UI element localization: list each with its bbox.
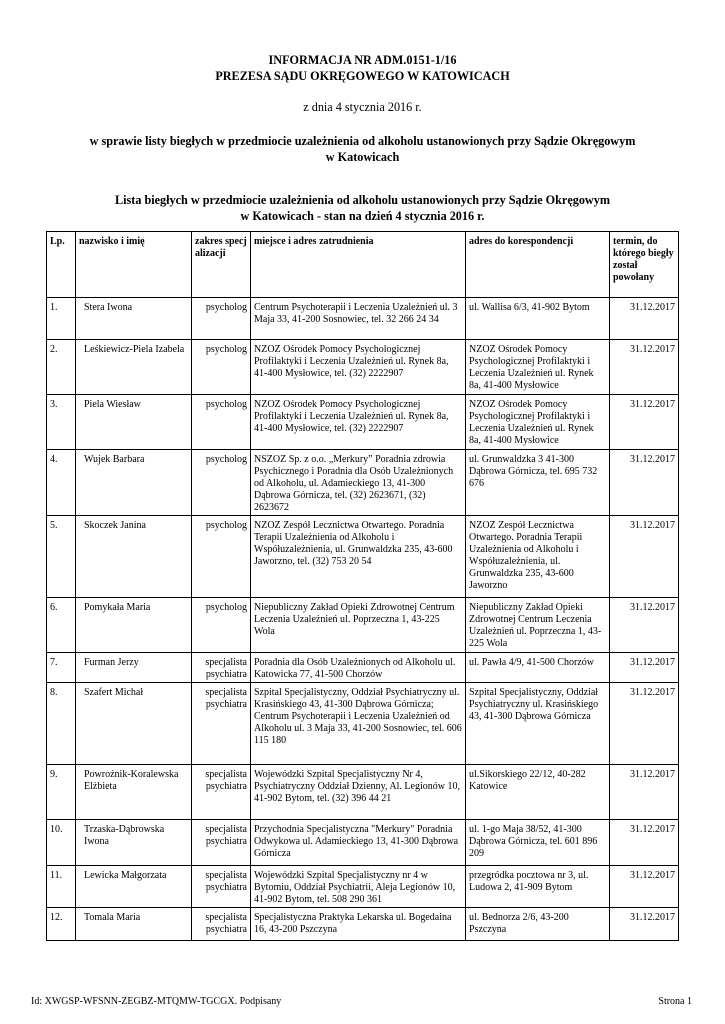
cell-workplace: NZOZ Ośrodek Pomocy Psychologicznej Profilaktyki i Leczenia Uzależnień ul. Rynek 8a, 41-400 Mysłowice, tel. (32) 2222907 (251, 395, 466, 450)
cell-workplace: NZOZ Zespół Lecznictwa Otwartego. Poradnia Terapii Uzależnienia od Alkoholu i Współuzależnienia, ul. Grunwaldzka 235, 43-600 Jaworzno, tel. (32) 753 20 54 (251, 516, 466, 598)
table-row (47, 908, 679, 941)
table-row (47, 340, 679, 395)
cell-address: ul. Bednorza 2/6, 43-200 Pszczyna (466, 908, 610, 941)
col-term-header: termin, do którego biegły został powołany (610, 232, 679, 298)
document-subject (0, 133, 725, 165)
cell-scope: psycholog (192, 340, 251, 395)
cell-address: przegródka pocztowa nr 3, ul. Ludowa 2, 41-909 Bytom (466, 866, 610, 908)
cell-workplace: Szpital Specjalistyczny, Oddział Psychiatryczny ul. Krasińskiego 43, 41-300 Dąbrowa Górnicza; Centrum Psychoterapii i Leczenia Uzależnień od Alkoholu ul. 3 Maja 33, 41-200 Sosnowiec, tel. 606 115 180 (251, 683, 466, 765)
list-title-line-1: Lista biegłych w przedmiocie uzależnienia od alkoholu ustanowionych przy Sądzie Okręgowym (115, 193, 610, 207)
cell-name: Leśkiewicz-Piela Izabela (76, 340, 192, 395)
table-row (47, 653, 679, 683)
cell-address: NZOZ Ośrodek Pomocy Psychologicznej Profilaktyki i Leczenia Uzależnień ul. Rynek 8a, 41-400 Mysłowice (466, 340, 610, 395)
cell-name: Piela Wiesław (76, 395, 192, 450)
cell-workplace: Specjalistyczna Praktyka Lekarska ul. Bogedaina 16, 43-200 Pszczyna (251, 908, 466, 941)
cell-lp: 4. (47, 450, 76, 516)
cell-name: Pomykała Maria (76, 598, 192, 653)
cell-term: 31.12.2017 (610, 450, 679, 516)
cell-lp: 12. (47, 908, 76, 941)
cell-term: 31.12.2017 (610, 765, 679, 820)
document-title (0, 52, 725, 84)
subject-line-2: w Katowicach (325, 150, 400, 164)
cell-name: Trzaska-Dąbrowska Iwona (76, 820, 192, 866)
cell-lp: 1. (47, 298, 76, 340)
cell-lp: 10. (47, 820, 76, 866)
col-workplace-header: miejsce i adres zatrudnienia (251, 232, 466, 298)
document-id: Id: XWGSP-WFSNN-ZEGBZ-MTQMW-TGCGX. Podpisany (31, 996, 282, 1007)
table-row (47, 820, 679, 866)
title-line-2: PREZESA SĄDU OKRĘGOWEGO W KATOWICACH (215, 69, 510, 83)
col-lp-header: Lp. (47, 232, 76, 298)
table-row (47, 450, 679, 516)
table-row (47, 298, 679, 340)
cell-scope: specjalista psychiatra (192, 765, 251, 820)
cell-term: 31.12.2017 (610, 598, 679, 653)
cell-address: ul.Sikorskiego 22/12, 40-282 Katowice (466, 765, 610, 820)
cell-address: Niepubliczny Zakład Opieki Zdrowotnej Centrum Leczenia Uzależnień ul. Poprzeczna 1, 43-225 Wola (466, 598, 610, 653)
cell-scope: psycholog (192, 450, 251, 516)
cell-workplace: Centrum Psychoterapii i Leczenia Uzależnień ul. 3 Maja 33, 41-200 Sosnowiec, tel. 32 266 24 34 (251, 298, 466, 340)
cell-address: ul. Pawła 4/9, 41-500 Chorzów (466, 653, 610, 683)
cell-lp: 5. (47, 516, 76, 598)
col-address-header: adres do korespondencji (466, 232, 610, 298)
cell-address: NZOZ Ośrodek Pomocy Psychologicznej Profilaktyki i Leczenia Uzależnień ul. Rynek 8a, 41-400 Mysłowice (466, 395, 610, 450)
cell-address: NZOZ Zespół Lecznictwa Otwartego. Poradnia Terapii Uzależnienia od Alkoholu i Współuzależnienia, ul. Grunwaldzka 235, 43-600 Jaworzno (466, 516, 610, 598)
cell-lp: 8. (47, 683, 76, 765)
cell-scope: psycholog (192, 598, 251, 653)
cell-workplace: Wojewódzki Szpital Specjalistyczny nr 4 w Bytomiu, Oddział Psychiatrii, Aleja Legionów 10, 41-902 Bytom, tel. 508 290 361 (251, 866, 466, 908)
subject-line-1: w sprawie listy biegłych w przedmiocie uzależnienia od alkoholu ustanowionych przy Sądzie Okręgowym (89, 134, 636, 148)
cell-name: Wujek Barbara (76, 450, 192, 516)
document-date: z dnia 4 stycznia 2016 r. (303, 100, 422, 114)
page-number: Strona 1 (658, 996, 692, 1007)
cell-workplace: Przychodnia Specjalistyczna "Merkury" Poradnia Odwykowa ul. Adamieckiego 13, 41-300 Dąbrowa Górnicza (251, 820, 466, 866)
cell-address: ul. 1-go Maja 38/52, 41-300 Dąbrowa Górnicza, tel. 601 896 209 (466, 820, 610, 866)
cell-name: Lewicka Małgorzata (76, 866, 192, 908)
cell-term: 31.12.2017 (610, 516, 679, 598)
cell-scope: psycholog (192, 395, 251, 450)
table-row (47, 683, 679, 765)
cell-term: 31.12.2017 (610, 866, 679, 908)
cell-workplace: Wojewódzki Szpital Specjalistyczny Nr 4, Psychiatryczny Oddział Dzienny, Al. Legionów 10, 41-902 Bytom, tel. (32) 396 44 21 (251, 765, 466, 820)
cell-name: Szafert Michał (76, 683, 192, 765)
cell-term: 31.12.2017 (610, 653, 679, 683)
cell-scope: psycholog (192, 298, 251, 340)
cell-lp: 3. (47, 395, 76, 450)
cell-term: 31.12.2017 (610, 395, 679, 450)
cell-scope: specjalista psychiatra (192, 683, 251, 765)
table-row (47, 598, 679, 653)
cell-workplace: Niepubliczny Zakład Opieki Zdrowotnej Centrum Leczenia Uzależnień ul. Poprzeczna 1, 43-225 Wola (251, 598, 466, 653)
cell-scope: specjalista psychiatra (192, 653, 251, 683)
cell-scope: specjalista psychiatra (192, 866, 251, 908)
experts-table (46, 231, 679, 941)
cell-scope: psycholog (192, 516, 251, 598)
table-row (47, 516, 679, 598)
cell-scope: specjalista psychiatra (192, 820, 251, 866)
cell-term: 31.12.2017 (610, 908, 679, 941)
cell-term: 31.12.2017 (610, 340, 679, 395)
cell-lp: 7. (47, 653, 76, 683)
list-title (0, 192, 725, 224)
cell-name: Powroźnik-Koralewska Elżbieta (76, 765, 192, 820)
col-name-header: nazwisko i imię (76, 232, 192, 298)
cell-address: Szpital Specjalistyczny, Oddział Psychiatryczny ul. Krasińskiego 43, 41-300 Dąbrowa Górnicza (466, 683, 610, 765)
cell-lp: 11. (47, 866, 76, 908)
cell-name: Furman Jerzy (76, 653, 192, 683)
cell-scope: specjalista psychiatra (192, 908, 251, 941)
table-header-row (47, 232, 679, 298)
cell-name: Skoczek Janina (76, 516, 192, 598)
table-row (47, 765, 679, 820)
table-row (47, 866, 679, 908)
cell-workplace: NSZOZ Sp. z o.o. „Merkury” Poradnia zdrowia Psychicznego i Poradnia dla Osób Uzależnionych od Alkoholu, ul. Adamieckiego 13, 41-300 Dąbrowa Górnicza, tel. (32) 2623671, (32) 2623672 (251, 450, 466, 516)
cell-lp: 9. (47, 765, 76, 820)
list-title-line-2: w Katowicach - stan na dzień 4 stycznia 2016 r. (240, 209, 485, 223)
cell-address: ul. Grunwaldzka 3 41-300 Dąbrowa Górnicza, tel. 695 732 676 (466, 450, 610, 516)
table-row (47, 395, 679, 450)
cell-term: 31.12.2017 (610, 683, 679, 765)
col-scope-header: zakres specjalizacji (192, 232, 251, 298)
cell-lp: 2. (47, 340, 76, 395)
cell-term: 31.12.2017 (610, 298, 679, 340)
cell-term: 31.12.2017 (610, 820, 679, 866)
cell-workplace: Poradnia dla Osób Uzależnionych od Alkoholu ul. Katowicka 77, 41-500 Chorzów (251, 653, 466, 683)
cell-address: ul. Wallisa 6/3, 41-902 Bytom (466, 298, 610, 340)
cell-lp: 6. (47, 598, 76, 653)
cell-name: Tomala Maria (76, 908, 192, 941)
title-line-1: INFORMACJA NR ADM.0151-1/16 (268, 53, 457, 67)
cell-name: Stera Iwona (76, 298, 192, 340)
cell-workplace: NZOZ Ośrodek Pomocy Psychologicznej Profilaktyki i Leczenia Uzależnień ul. Rynek 8a, 41-400 Mysłowice, tel. (32) 2222907 (251, 340, 466, 395)
